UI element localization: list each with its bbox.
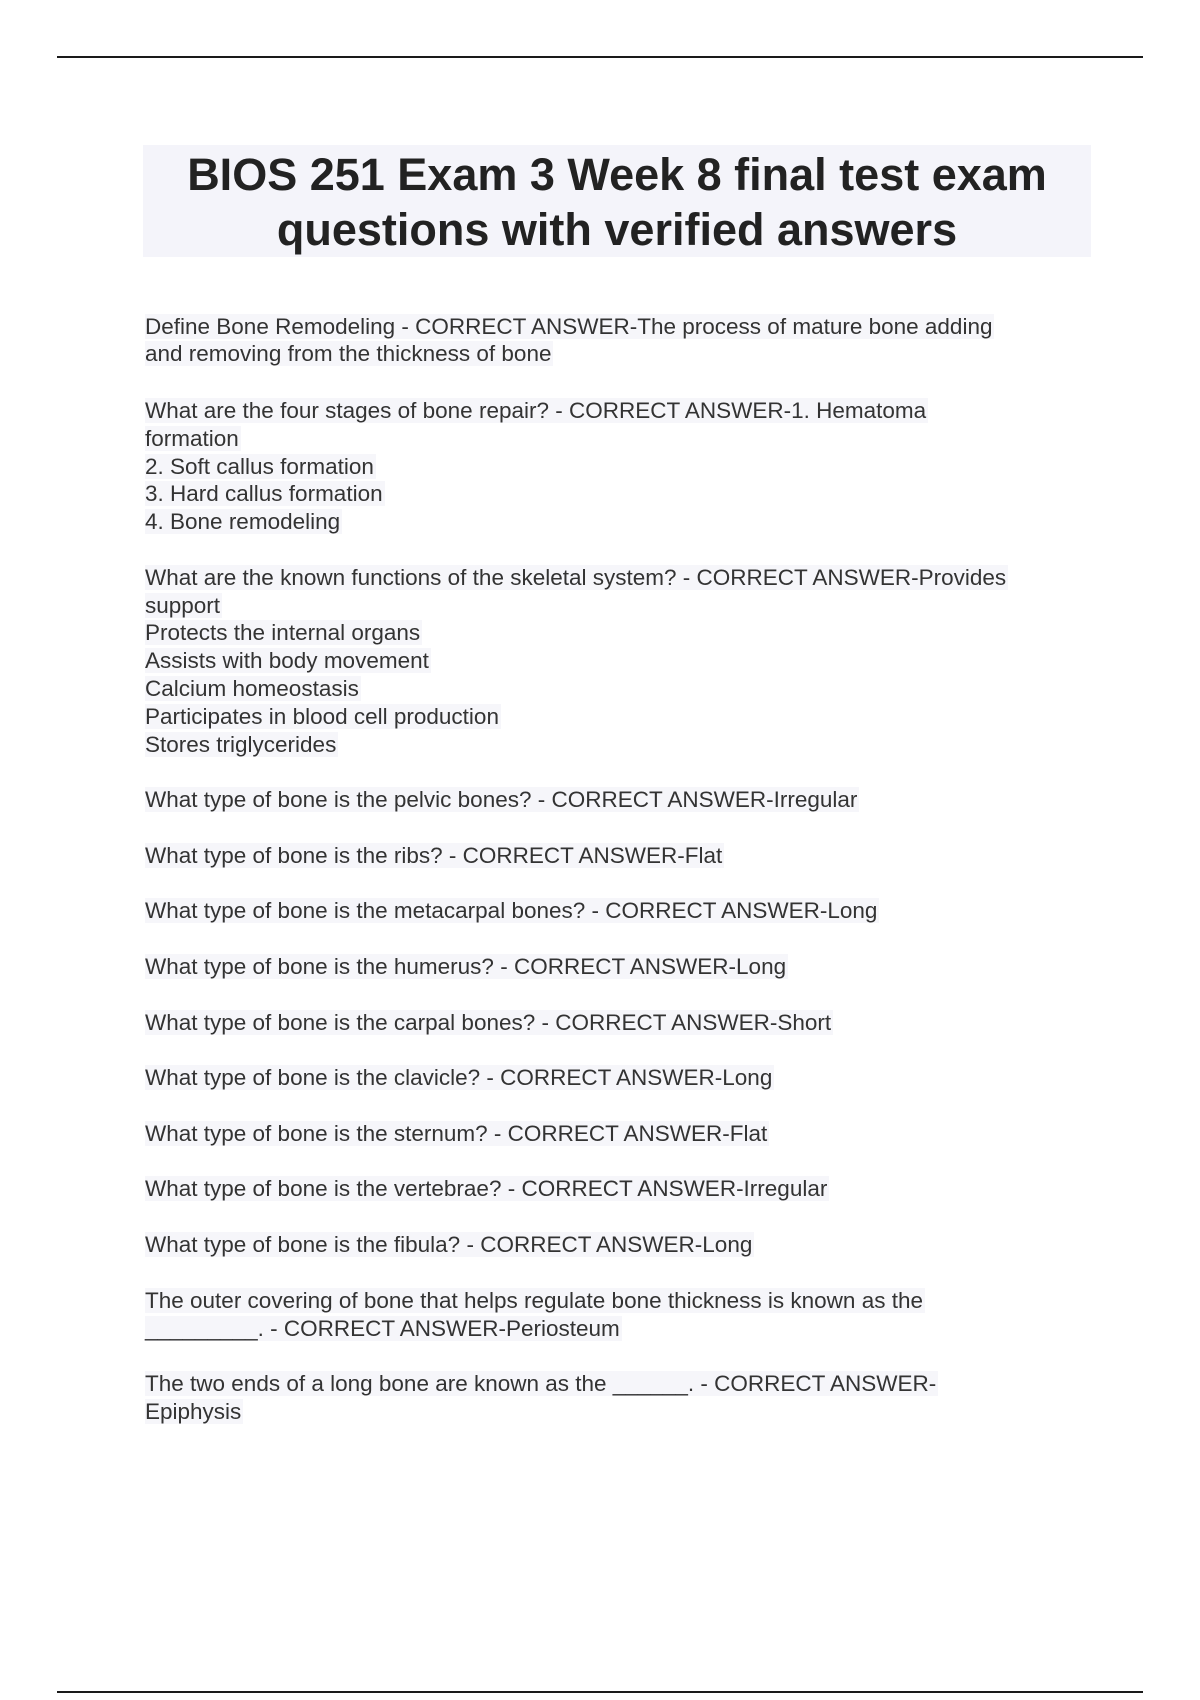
text-line: Calcium homeostasis [145, 676, 359, 701]
text-line: What type of bone is the fibula? - CORRECT ANSWER-Long [145, 1232, 753, 1257]
text-line: What type of bone is the humerus? - CORRECT ANSWER-Long [145, 954, 787, 979]
title-line-2: questions with verified answers [276, 204, 958, 255]
top-rule [57, 56, 1143, 58]
text-line: What type of bone is the ribs? - CORRECT ANSWER-Flat [145, 843, 723, 868]
text-line: Assists with body movement [145, 648, 429, 673]
text-line: and removing from the thickness of bone [145, 341, 552, 366]
text-line: 4. Bone remodeling [145, 509, 341, 534]
text-line: What type of bone is the vertebrae? - CORRECT ANSWER-Irregular [145, 1176, 828, 1201]
text-line: What type of bone is the pelvic bones? - CORRECT ANSWER-Irregular [145, 787, 858, 812]
text-line: Epiphysis [145, 1399, 242, 1424]
text-line: What type of bone is the sternum? - CORRECT ANSWER-Flat [145, 1121, 768, 1146]
text-line: The outer covering of bone that helps regulate bone thickness is known as the [145, 1288, 923, 1313]
text-line: support [145, 593, 221, 618]
text-line: What type of bone is the metacarpal bones? - CORRECT ANSWER-Long [145, 898, 878, 923]
text-line: What type of bone is the carpal bones? - CORRECT ANSWER-Short [145, 1010, 832, 1035]
text-line: 3. Hard callus formation [145, 481, 383, 506]
text-line: Stores triglycerides [145, 732, 337, 757]
text-line: 2. Soft callus formation [145, 454, 374, 479]
text-line: _________. - CORRECT ANSWER-Periosteum [145, 1316, 620, 1341]
text-line: What are the known functions of the skeletal system? - CORRECT ANSWER-Provides [145, 565, 1007, 590]
text-line: Define Bone Remodeling - CORRECT ANSWER-The process of mature bone adding [145, 314, 993, 339]
text-line: What type of bone is the clavicle? - CORRECT ANSWER-Long [145, 1065, 773, 1090]
title-line-1: BIOS 251 Exam 3 Week 8 final test exam [187, 149, 1047, 200]
text-line: The two ends of a long bone are known as the ______. - CORRECT ANSWER- [145, 1371, 937, 1396]
text-line: Participates in blood cell production [145, 704, 499, 729]
text-line: What are the four stages of bone repair? - CORRECT ANSWER-1. Hematoma [145, 398, 927, 423]
text-line: formation [145, 426, 239, 451]
document-title [143, 145, 1091, 257]
bottom-rule [57, 1691, 1143, 1693]
text-line: Protects the internal organs [145, 620, 421, 645]
